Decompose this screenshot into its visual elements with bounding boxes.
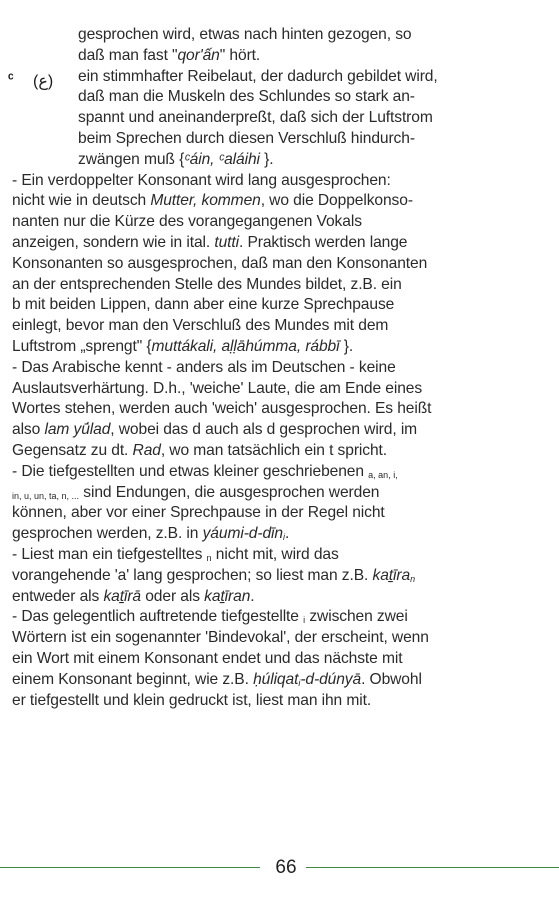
text-segment: }. — [259, 150, 274, 168]
text-segment: Wörtern ist ein sogenannter 'Bindevokal', der erscheint, wenn — [12, 629, 429, 647]
text-line — [78, 67, 555, 87]
text-segment: gesprochen wird, etwas nach hinten gezogen, so — [78, 26, 412, 43]
italic-transliteration: -d-dúnyā — [300, 670, 362, 688]
text-segment: . — [284, 525, 290, 543]
text-segment: einlegt, bevor man den Verschluß des Mundes mit dem — [12, 317, 389, 335]
text-segment: ein Wort mit einem Konsonant endet und das nächste mit — [12, 650, 403, 667]
text-line — [12, 691, 555, 711]
text-line — [12, 670, 555, 693]
italic-transliteration: ᶜáin, ᶜaláihi — [184, 150, 260, 168]
text-segment: , wobei das d auch als d gesprochen wird, im — [110, 421, 418, 439]
text-line — [12, 191, 555, 211]
text-line — [12, 295, 555, 315]
text-segment: nicht mit, wird das — [211, 546, 339, 563]
text-segment: - Das gelegentlich auftretende tiefgestellte — [12, 608, 304, 626]
text-segment: , wo die Doppelkonso- — [260, 192, 413, 210]
text-segment: einem Konsonant beginnt, wie z.B. — [12, 670, 254, 688]
text-segment: - Das Arabische kennt - anders als im Deutschen - keine — [12, 358, 396, 376]
italic-transliteration: kaṯīra — [372, 566, 411, 584]
italic-transliteration: Mutter, kommen — [150, 192, 261, 210]
text-segment: also — [12, 421, 45, 439]
text-segment: b mit beiden Lippen, dann aber eine kurze Sprechpause — [12, 296, 395, 314]
text-segment: an der entsprechenden Stelle des Mundes bildet, z.B. ein — [12, 275, 402, 293]
italic-transliteration: lam yū́lad — [44, 421, 111, 439]
text-segment: nanten nur die Kürze des vorangegangenen Vokals — [12, 213, 362, 231]
text-segment: er tiefgestellt und klein gedruckt ist, liest man ihn mit. — [12, 691, 372, 709]
text-segment: anzeigen, sondern wie in ital. — [12, 234, 215, 251]
subscript-text: n — [206, 553, 212, 563]
text-segment: oder als — [141, 587, 205, 605]
text-line — [12, 275, 555, 295]
text-segment: beim Sprechen durch diesen Verschluß hindurch- — [78, 130, 415, 147]
text-segment: daß man die Muskeln des Schlundes so stark an- — [78, 88, 415, 106]
text-segment: gesprochen werden, z.B. in — [12, 525, 203, 543]
italic-transliteration: tutti — [214, 234, 239, 251]
subscript-text: n — [410, 573, 416, 584]
italic-transliteration: qor'ấn — [177, 46, 220, 64]
text-line — [78, 150, 555, 170]
text-segment: zwängen muß { — [78, 150, 185, 168]
text-line — [12, 316, 555, 336]
text-line — [12, 233, 555, 253]
text-line — [12, 483, 555, 506]
text-line — [12, 212, 555, 232]
italic-transliteration: kaṯīrā — [103, 587, 141, 605]
subscript-text: a, an, i, — [368, 469, 398, 480]
text-segment: . Praktisch werden lange — [239, 234, 408, 251]
text-segment: daß man fast " — [78, 46, 178, 64]
italic-transliteration: ḥúliqat — [253, 670, 299, 688]
text-segment: . Obwohl — [361, 670, 422, 688]
text-segment: spannt und aneinanderpreßt, daß sich der Luftstrom — [78, 109, 433, 127]
text-segment: " hört. — [219, 46, 261, 64]
text-line — [12, 587, 555, 607]
text-line — [78, 129, 555, 149]
text-segment: entweder als — [12, 587, 104, 605]
text-line — [12, 420, 555, 440]
text-line — [12, 649, 555, 669]
subscript-text: in, u, un, ta, n, ... — [12, 490, 80, 501]
italic-transliteration: Rad — [132, 442, 161, 459]
text-line — [12, 607, 555, 630]
text-segment: ein stimmhafter Reibelaut, der dadurch gebildet wird, — [78, 67, 438, 85]
subscript-text: i — [303, 615, 306, 626]
text-line — [12, 441, 555, 461]
text-line — [78, 46, 555, 66]
text-segment: Wortes stehen, werden auch 'weich' ausgesprochen. Es heißt — [12, 400, 432, 418]
footer-rule-right — [306, 867, 559, 868]
subscript-text: i — [298, 677, 301, 688]
text-line — [12, 462, 555, 485]
text-segment: zwischen zwei — [305, 608, 408, 626]
text-line — [78, 25, 555, 45]
page-number: 66 — [275, 857, 297, 878]
text-segment: Konsonanten so ausgesprochen, daß man den Konsonanten — [12, 254, 428, 272]
text-segment: Auslautsverhärtung. D.h., 'weiche' Laute, die am Ende eines — [12, 379, 423, 397]
text-line — [78, 108, 555, 128]
text-line — [12, 566, 555, 589]
italic-transliteration: kaṯīran — [204, 587, 251, 605]
text-segment: - Ein verdoppelter Konsonant wird lang ausgesprochen: — [12, 171, 391, 189]
footer-rule-left — [0, 867, 260, 868]
ayn-transliteration-marker: ᶜ — [8, 70, 14, 87]
text-segment: nicht wie in deutsch — [12, 192, 151, 210]
text-line — [12, 171, 555, 191]
italic-transliteration: muttákali, aḷḷāhúmma, rábbī — [151, 338, 340, 355]
text-line — [12, 254, 555, 274]
text-line — [78, 87, 555, 107]
text-segment: Gegensatz zu dt. — [12, 442, 133, 459]
text-line — [12, 545, 555, 568]
text-line — [12, 379, 555, 399]
text-segment: - Liest man ein tiefgestelltes — [12, 546, 207, 563]
ayn-arabic-letter: (ع) — [33, 73, 54, 90]
text-line — [12, 524, 555, 547]
text-segment: }. — [339, 338, 354, 355]
text-line — [12, 358, 555, 378]
text-segment: vorangehende 'a' lang gesprochen; so liest man z.B. — [12, 566, 373, 584]
text-segment: - Die tiefgestellten und etwas kleiner geschriebenen — [12, 462, 369, 480]
text-segment: können, aber vor einer Sprechpause in der Regel nicht — [12, 504, 385, 522]
text-segment: sind Endungen, die ausgesprochen werden — [79, 483, 380, 501]
text-segment: Luftstrom „sprengt" { — [12, 338, 152, 355]
text-line — [12, 628, 555, 648]
text-line — [12, 337, 555, 357]
text-segment: , wo man tatsächlich ein t spricht. — [160, 442, 388, 459]
italic-transliteration: yáumi-d-dīn — [202, 525, 283, 543]
text-line — [12, 399, 555, 419]
text-line — [12, 503, 555, 523]
subscript-text: i — [282, 532, 285, 543]
text-segment: . — [250, 587, 255, 605]
